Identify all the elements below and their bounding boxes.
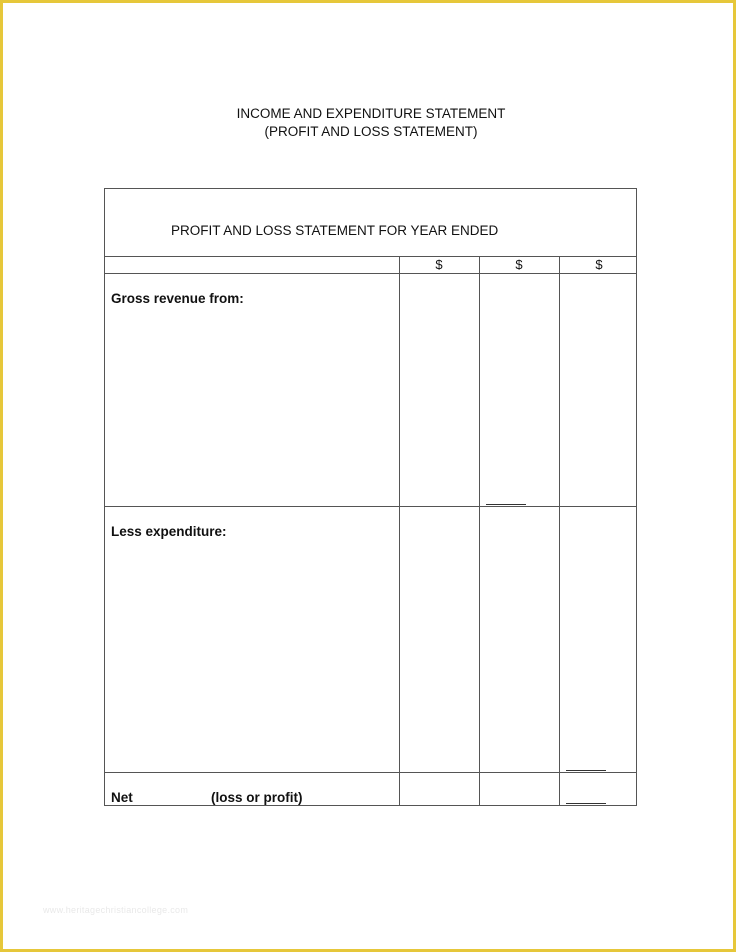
currency-header: $ [515, 257, 523, 272]
net-total-underline [566, 803, 606, 804]
revenue-subtotal-underline [486, 504, 526, 505]
table-column-rule [399, 256, 400, 806]
expenditure-total-underline [566, 770, 606, 771]
table-title: PROFIT AND LOSS STATEMENT FOR YEAR ENDED [171, 223, 499, 238]
document-subheading: (PROFIT AND LOSS STATEMENT) [264, 124, 478, 139]
net-label: Net [111, 790, 133, 805]
document-heading: INCOME AND EXPENDITURE STATEMENT [236, 106, 506, 121]
gross-revenue-label: Gross revenue from: [111, 291, 244, 306]
table-column-rule [479, 256, 480, 806]
less-expenditure-label: Less expenditure: [111, 524, 227, 539]
watermark: www.heritagechristiancollege.com [43, 905, 189, 915]
table-rule-expenditure [105, 772, 636, 773]
net-qualifier-label: (loss or profit) [211, 790, 303, 805]
profit-loss-table [104, 188, 637, 806]
currency-header: $ [595, 257, 603, 272]
table-rule-revenue [105, 506, 636, 507]
table-rule-header [105, 273, 636, 274]
currency-header: $ [435, 257, 443, 272]
table-column-rule [559, 256, 560, 806]
